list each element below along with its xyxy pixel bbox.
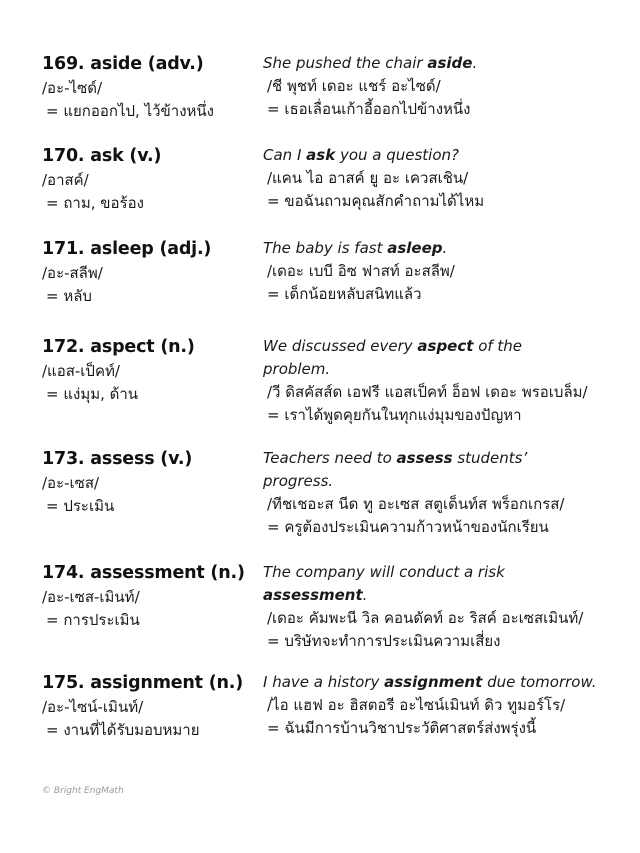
example-column xyxy=(263,671,623,740)
vocab-meaning: = งานที่ได้รับมอบหมาย xyxy=(46,721,200,739)
example-keyword: assessment xyxy=(263,586,363,604)
example-pronunciation: /วี ดิสคัสส์ด เอฟรี แอสเป็คท์ อ็อฟ เดอะ พรอเบล็ม/ xyxy=(267,383,588,401)
example-translation: = ขอฉันถามคุณสักคำถามได้ไหม xyxy=(267,192,485,210)
vocab-meaning: = หลับ xyxy=(46,287,92,305)
copyright-footer: © Bright EngMath xyxy=(42,786,124,796)
example-keyword: aside xyxy=(427,54,473,72)
example-translation: = ครูต้องประเมินความก้าวหน้าของนักเรียน xyxy=(267,518,549,536)
example-column xyxy=(263,335,623,427)
word-column xyxy=(42,447,257,518)
example-keyword: assess xyxy=(396,449,453,467)
word-column xyxy=(42,52,257,123)
vocab-pronunciation: /อะ-เซส-เมินท์/ xyxy=(42,588,140,606)
vocab-meaning: = ถาม, ขอร้อง xyxy=(46,194,144,212)
example-sentence: Can I ask you a question? xyxy=(263,146,459,164)
vocab-pronunciation: /แอส-เป็คท์/ xyxy=(42,362,120,380)
vocab-meaning: = แยกออกไป, ไว้ข้างหนึ่ง xyxy=(46,102,215,120)
example-sentence: The baby is fast asleep. xyxy=(263,239,448,257)
example-pronunciation: /เดอะ เบบี อิซ ฟาสท์ อะสลีพ/ xyxy=(267,262,455,280)
vocab-pronunciation: /อะ-สลีพ/ xyxy=(42,264,103,282)
example-column xyxy=(263,561,623,653)
example-keyword: aspect xyxy=(417,337,474,355)
vocab-pronunciation: /อะ-เซส/ xyxy=(42,474,100,492)
example-column xyxy=(263,447,623,539)
vocab-meaning: = การประเมิน xyxy=(46,611,140,629)
example-translation: = บริษัทจะทำการประเมินความเสี่ยง xyxy=(267,632,501,650)
example-translation: = เราได้พูดคุยกันในทุกแง่มุมของปัญหา xyxy=(267,406,522,424)
word-column xyxy=(42,237,257,308)
example-column xyxy=(263,144,623,213)
example-sentence: I have a history assignment due tomorrow. xyxy=(263,673,597,691)
word-column xyxy=(42,335,257,406)
example-translation: = เด็กน้อยหลับสนิทแล้ว xyxy=(267,285,422,303)
vocab-pronunciation: /อะ-ไซด์/ xyxy=(42,79,103,97)
vocab-word: 170. ask (v.) xyxy=(42,146,162,166)
vocab-word: 173. assess (v.) xyxy=(42,449,193,469)
example-pronunciation: /แคน ไอ อาสค์ ยู อะ เควสเชิน/ xyxy=(267,169,469,187)
vocab-word: 174. assessment (n.) xyxy=(42,563,245,583)
example-pronunciation: /เดอะ คัมพะนี วิล คอนดัคท์ อะ ริสค์ อะเซสเมินท์/ xyxy=(267,609,584,627)
vocab-meaning: = ประเมิน xyxy=(46,497,115,515)
vocab-word: 171. asleep (adj.) xyxy=(42,239,212,259)
example-column xyxy=(263,52,623,121)
word-column xyxy=(42,561,257,632)
example-pronunciation: /ไอ แฮฟ อะ ฮิสตอรี อะไซน์เมินท์ ดิว ทูมอร์โร/ xyxy=(267,696,566,714)
word-column xyxy=(42,671,257,742)
vocab-word: 172. aspect (n.) xyxy=(42,337,195,357)
example-keyword: ask xyxy=(306,146,336,164)
word-column xyxy=(42,144,257,215)
example-sentence: She pushed the chair aside. xyxy=(263,54,478,72)
vocab-meaning: = แง่มุม, ด้าน xyxy=(46,385,139,403)
example-column xyxy=(263,237,623,306)
vocab-word: 175. assignment (n.) xyxy=(42,673,244,693)
vocab-pronunciation: /อาสค์/ xyxy=(42,171,89,189)
example-keyword: asleep xyxy=(387,239,443,257)
example-sentence: The company will conduct a risk assessment. xyxy=(263,563,505,604)
example-translation: = ฉันมีการบ้านวิชาประวัติศาสตร์ส่งพรุ่งนี้ xyxy=(267,719,537,737)
vocab-pronunciation: /อะ-ไซน์-เมินท์/ xyxy=(42,698,144,716)
example-pronunciation: /ทีชเชอะส นีด ทู อะเซส สตูเด็นท์ส พร็อกเกรส/ xyxy=(267,495,565,513)
example-keyword: assignment xyxy=(384,673,483,691)
example-sentence: We discussed every aspect of the problem. xyxy=(263,337,523,378)
example-translation: = เธอเลื่อนเก้าอี้ออกไปข้างหนึ่ง xyxy=(267,100,471,118)
example-pronunciation: /ชี พุชท์ เดอะ แชร์ อะไซด์/ xyxy=(267,77,441,95)
example-sentence: Teachers need to assess students’ progress. xyxy=(263,449,528,490)
vocab-word: 169. aside (adv.) xyxy=(42,54,204,74)
